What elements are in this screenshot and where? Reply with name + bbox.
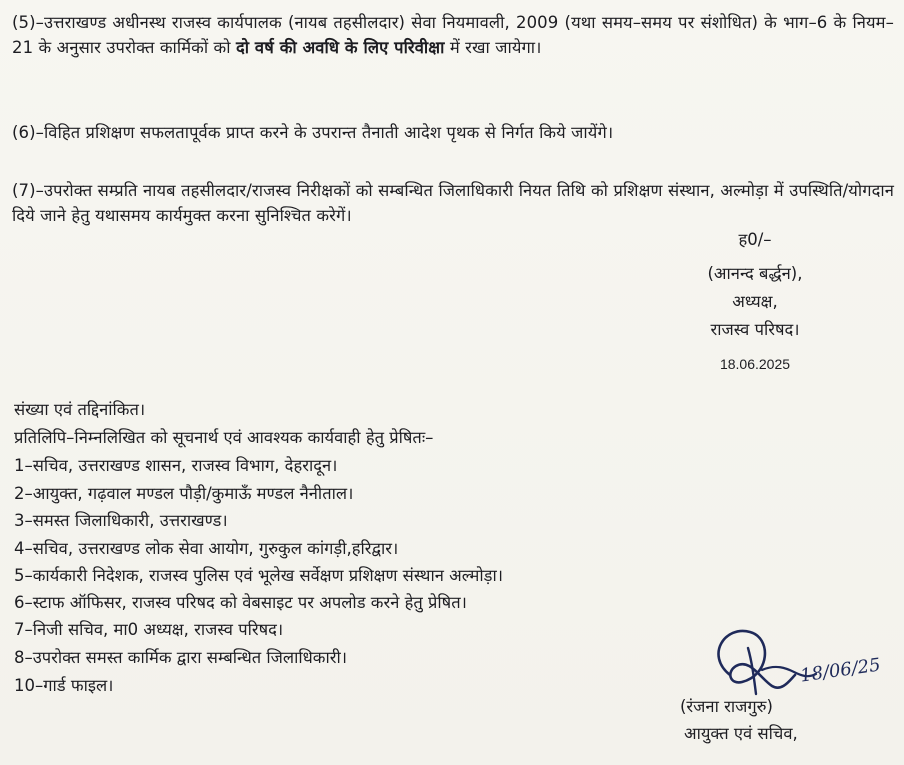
signature-date: 18.06.2025 bbox=[719, 356, 791, 372]
signatory-name: (आनन्द बर्द्धन), bbox=[707, 264, 803, 283]
distribution-item: 2–आयुक्त, गढ़वाल मण्डल पौड़ी/कुमाऊँ मण्डल नैनीताल। bbox=[14, 484, 354, 503]
signatory-office: राजस्व परिषद। bbox=[710, 320, 800, 339]
distribution-item: 7–निजी सचिव, मा0 अध्यक्ष, राजस्व परिषद। bbox=[14, 620, 284, 639]
secretary-designation: आयुक्त एवं सचिव, bbox=[684, 724, 798, 743]
distribution-item: 10–गार्ड फाइल। bbox=[14, 676, 114, 695]
paragraph-5-bold: दो वर्ष की अवधि के लिए परिवीक्षा bbox=[235, 38, 445, 57]
handwritten-date: 18/06/25 bbox=[798, 654, 882, 687]
distribution-item: 3–समस्त जिलाधिकारी, उत्तराखण्ड। bbox=[14, 511, 228, 530]
paragraph-5-text: (5)–उत्तराखण्ड अधीनस्थ राजस्व कार्यपालक (नायब तहसीलदार) सेवा नियमावली, 2009 (यथा समय–समय पर संशोधित) के भाग–6 के नियम–21 के अनुसार उपरोक्त कार्मिकों को bbox=[12, 13, 894, 57]
distribution-item: 6–स्टाफ ऑफिसर, राजस्व परिषद को वेबसाइट पर अपलोड करने हेतु प्रेषित। bbox=[14, 593, 467, 612]
distribution-item: 1–सचिव, उत्तराखण्ड शासन, राजस्व विभाग, देहरादून। bbox=[14, 456, 338, 475]
paragraph-5 bbox=[12, 10, 894, 60]
endorsement-number: संख्या एवं तद्दिनांकित। bbox=[14, 400, 146, 419]
paragraph-7: (7)–उपरोक्त सम्प्रति नायब तहसीलदार/राजस्व निरीक्षकों को सम्बन्धित जिलाधिकारी नियत तिथि को प्रशिक्षण संस्थान, अल्मोड़ा में उपस्थिति/योगदान दिये जाने हेतु यथासमय कार्यमुक्त करना सुनिश्चित करेगें। bbox=[12, 181, 894, 225]
secretary-name: (रंजना राजगुरु) bbox=[680, 697, 773, 716]
paragraph-5-end: में रखा जायेगा। bbox=[444, 38, 542, 57]
endorsement-copy-line: प्रतिलिपि–निम्नलिखित को सूचनार्थ एवं आवश्यक कार्यवाही हेतु प्रेषितः– bbox=[14, 428, 434, 447]
distribution-item: 5–कार्यकारी निदेशक, राजस्व पुलिस एवं भूलेख सर्वेक्षण प्रशिक्षण संस्थान अल्मोड़ा। bbox=[14, 566, 503, 585]
signatory-designation: अध्यक्ष, bbox=[732, 292, 778, 311]
paragraph-6: (6)–विहित प्रशिक्षण सफलतापूर्वक प्राप्त करने के उपरान्त तैनाती आदेश पृथक से निर्गत किये जायेंगे। bbox=[12, 123, 614, 142]
signed-mark: ह0/– bbox=[738, 230, 772, 249]
distribution-item: 8–उपरोक्त समस्त कार्मिक द्वारा सम्बन्धित जिलाधिकारी। bbox=[14, 648, 347, 667]
distribution-item: 4–सचिव, उत्तराखण्ड लोक सेवा आयोग, गुरुकुल कांगड़ी,हरिद्वार। bbox=[14, 539, 399, 558]
